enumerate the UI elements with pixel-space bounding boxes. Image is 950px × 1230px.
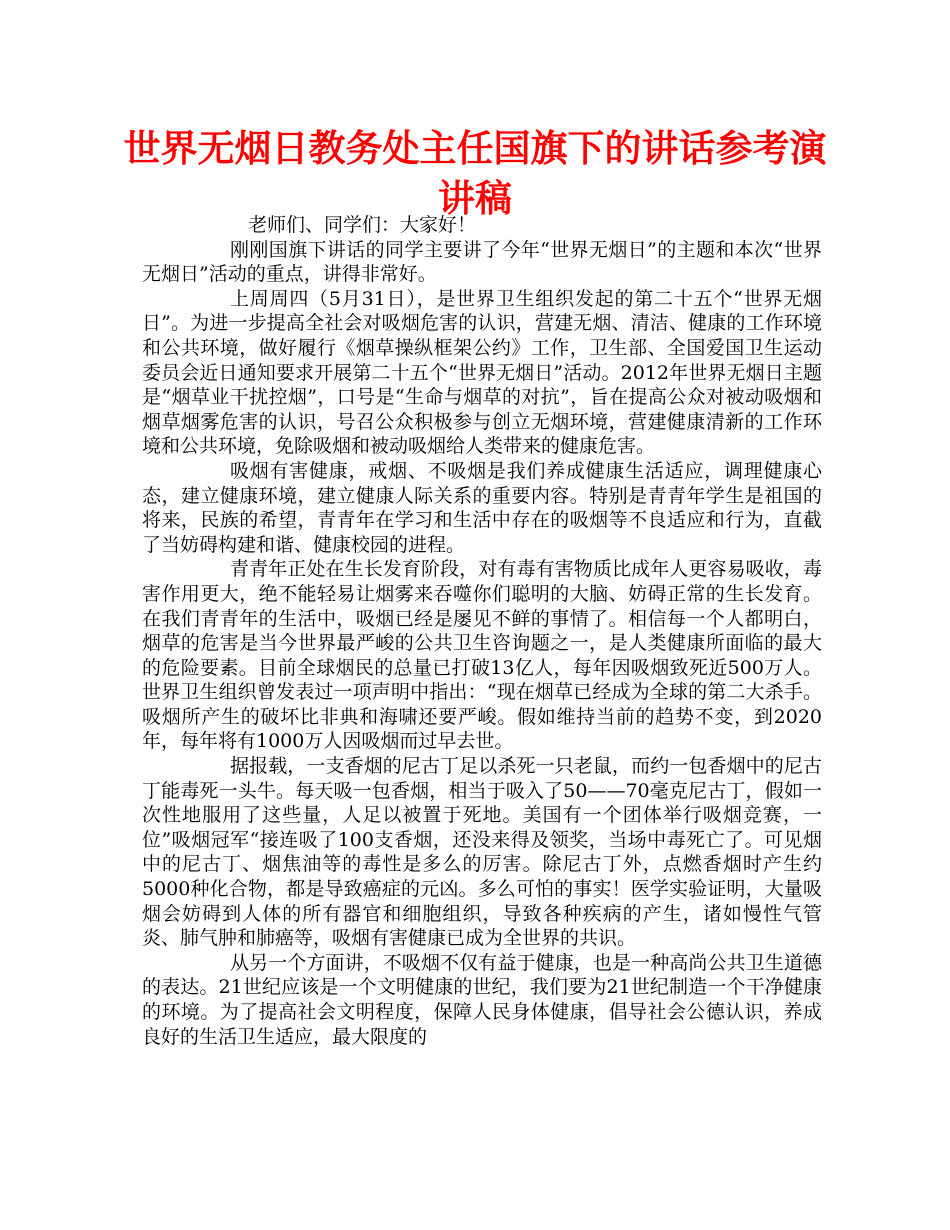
page-title: 世界无烟日教务处主任国旗下的讲话参考演讲稿 bbox=[123, 127, 827, 220]
paragraph: 青青年正处在生长发育阶段，对有毒有害物质比成年人更容易吸收，毒害作用更大，绝不能轻易让烟雾来吞噬你们聪明的大脑、妨碍正常的生长发育。在我们青青年的生活中，吸烟已经是屡见不鲜的事情了。相信每一个人都明白，烟草的危害是当今世界最严峻的公共卫生咨询题之一，是人类健康所面临的最大的危险要素。目前全球烟民的总量已打破13亿人，每年因吸烟致死近500万人。世界卫生组织曾发表过一项声明中指出：“现在烟草已经成为全球的第二大杀手。吸烟所产生的破坏比非典和海啸还要严峻。假如维持当前的趋势不变，到2020年，每年将有1000万人因吸烟而过早去世。 bbox=[142, 558, 822, 753]
document-body bbox=[142, 213, 822, 1049]
paragraph: 从另一个方面讲，不吸烟不仅有益于健康，也是一种高尚公共卫生道德的表达。21世纪应该是一个文明健康的世纪，我们要为21世纪制造一个干净健康的环境。为了提高社会文明程度，保障人民身体健康，倡导社会公德认识，养成良好的生活卫生适应，最大限度的 bbox=[142, 951, 822, 1048]
paragraph: 上周周四（5月31日），是世界卫生组织发起的第二十五个“世界无烟日”。为进一步提高全社会对吸烟危害的认识，营建无烟、清洁、健康的工作环境和公共环境，做好履行《烟草操纵框架公约》工作，卫生部、全国爱国卫生运动委员会近日通知要求开展第二十五个“世界无烟日”活动。2012年世界无烟日主题是“烟草业干扰控烟”，口号是“生命与烟草的对抗”，旨在提高公众对被动吸烟和烟草烟雾危害的认识，号召公众积极参与创立无烟环境，营建健康清新的工作环境和公共环境，免除吸烟和被动吸烟给人类带来的健康危害。 bbox=[142, 287, 822, 458]
paragraph: 刚刚国旗下讲话的同学主要讲了今年“世界无烟日”的主题和本次“世界无烟日”活动的重点，讲得非常好。 bbox=[142, 238, 822, 286]
paragraph-greeting: 老师们、同学们：大家好！ bbox=[248, 214, 477, 236]
paragraph: 吸烟有害健康，戒烟、不吸烟是我们养成健康生活适应，调理健康心态，建立健康环境，建立健康人际关系的重要内容。特别是青青年学生是祖国的将来，民族的希望，青青年在学习和生活中存在的吸烟等不良适应和行为，直截了当妨碍构建和谐、健康校园的进程。 bbox=[142, 459, 822, 556]
paragraph: 据报载，一支香烟的尼古丁足以杀死一只老鼠，而约一包香烟中的尼古丁能毒死一头牛。每天吸一包香烟，相当于吸入了50——70毫克尼古丁，假如一次性地服用了这些量，人足以被置于死地。美国有一个团体举行吸烟竞赛，一位”吸烟冠军“接连吸了100支香烟，还没来得及领奖，当场中毒死亡了。可见烟中的尼古丁、烟焦油等的毒性是多么的厉害。除尼古丁外，点燃香烟时产生约5000种化合物，都是导致癌症的元凶。多么可怕的事实！医学实验证明，大量吸烟会妨碍到人体的所有器官和细胞组织，导致各种疾病的产生，诸如慢性气管炎、肺气肿和肺癌等，吸烟有害健康已成为全世界的共识。 bbox=[142, 755, 822, 950]
